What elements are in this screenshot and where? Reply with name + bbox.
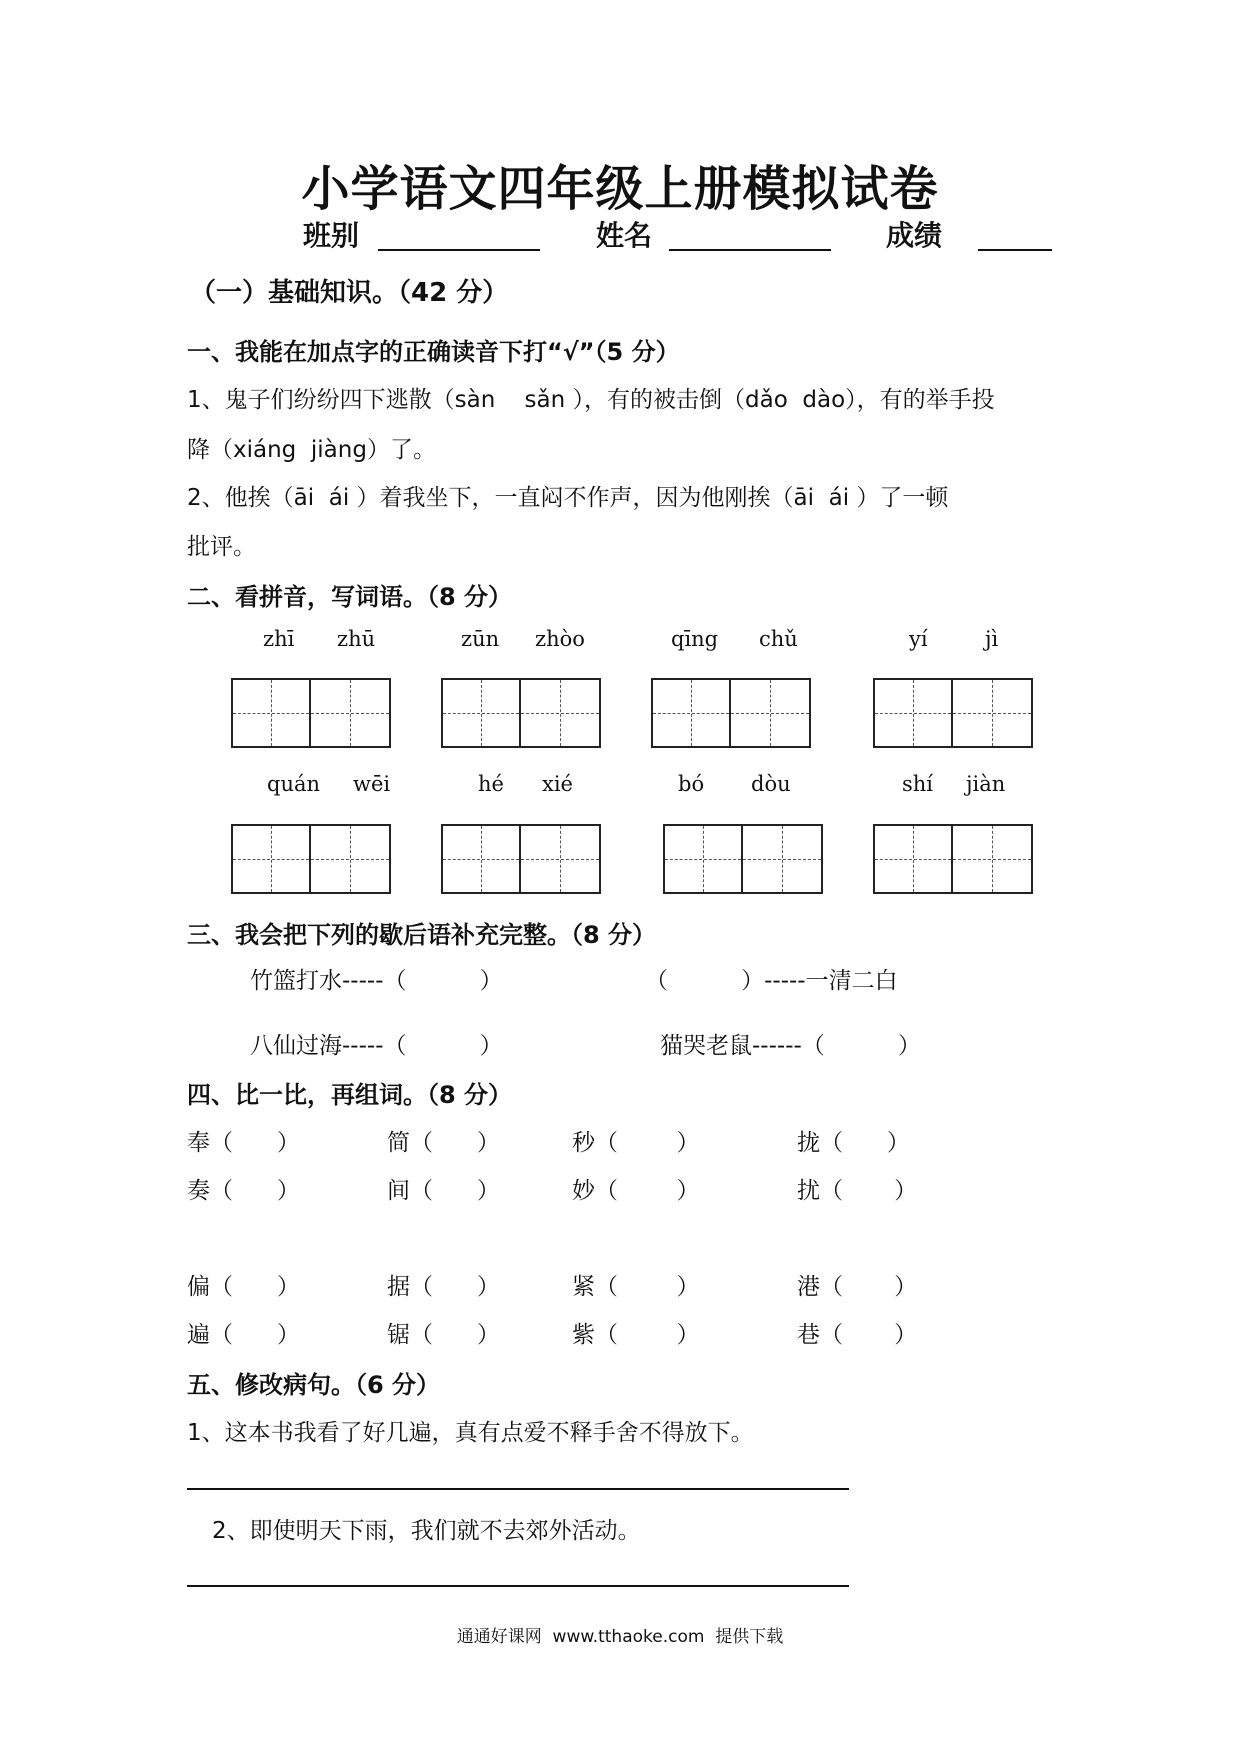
word-item: 据（ ） [387,1274,500,1300]
class-label: 班别 [303,219,360,252]
word-item: 港（ ） [797,1274,918,1300]
idiom-item: （ ）-----一清二白 [645,968,898,994]
pinyin: quán [267,772,321,796]
pinyin: wēi [353,772,391,796]
pinyin: xié [542,772,573,796]
answer-line-2[interactable] [187,1585,849,1587]
q1-line-1: 1、鬼子们纷纷四下逃散（sàn sǎn ），有的被击倒（dǎo dào），有的举手投 [187,387,995,413]
page-title: 小学语文四年级上册模拟试卷 [301,161,939,217]
pinyin: dòu [751,772,791,796]
answer-line-1[interactable] [187,1488,849,1490]
pinyin: zhòo [535,627,585,651]
score-field[interactable] [978,249,1052,251]
pinyin: chǔ [759,627,798,651]
word-item: 紧（ ） [572,1274,700,1300]
idiom-item: 八仙过海-----（ ） [250,1033,503,1059]
q3-heading: 三、我会把下列的歇后语补充完整。（8 分） [187,921,657,949]
writing-grid[interactable] [441,824,601,894]
pinyin: zūn [461,627,500,651]
word-item: 妙（ ） [572,1178,700,1204]
word-item: 锯（ ） [387,1322,500,1348]
q1-heading: 一、我能在加点字的正确读音下打“√”（5 分） [187,338,680,366]
word-item: 奉（ ） [187,1130,300,1156]
word-item: 扰（ ） [797,1178,918,1204]
idiom-item: 竹篮打水-----（ ） [250,968,503,994]
word-item: 遍（ ） [187,1322,300,1348]
word-item: 紫（ ） [572,1322,700,1348]
idiom-item: 猫哭老鼠------（ ） [660,1033,921,1059]
writing-grid[interactable] [231,678,391,748]
name-field[interactable] [669,249,831,251]
pinyin: qīng [671,627,719,651]
sentence-2: 2、即使明天下雨，我们就不去郊外活动。 [212,1518,641,1544]
part-heading: （一）基础知识。（42 分） [190,278,509,308]
word-item: 巷（ ） [797,1322,918,1348]
pinyin: bó [678,772,705,796]
pinyin: zhū [337,627,376,651]
q1-line-2: 降（xiáng jiàng）了。 [187,437,436,463]
writing-grid[interactable] [873,824,1033,894]
sentence-1: 1、这本书我看了好几遍，真有点爱不释手舍不得放下。 [187,1420,754,1446]
writing-grid[interactable] [873,678,1033,748]
word-item: 秒（ ） [572,1130,700,1156]
class-field[interactable] [378,249,540,251]
writing-grid[interactable] [663,824,823,894]
pinyin: jì [985,627,999,651]
writing-grid[interactable] [441,678,601,748]
writing-grid[interactable] [231,824,391,894]
q2-heading: 二、看拼音，写词语。（8 分） [187,583,513,611]
word-item: 奏（ ） [187,1178,300,1204]
footer-text: 通通好课网 www.tthaoke.com 提供下载 [456,1627,784,1647]
word-item: 简（ ） [387,1130,500,1156]
pinyin: zhī [263,627,295,651]
name-label: 姓名 [596,219,653,252]
pinyin: jiàn [966,772,1006,796]
q5-heading: 五、修改病句。（6 分） [187,1371,441,1399]
word-item: 间（ ） [387,1178,500,1204]
pinyin: yí [909,627,928,651]
word-item: 拢（ ） [797,1130,910,1156]
pinyin: hé [478,772,504,796]
writing-grid[interactable] [651,678,811,748]
q1-line-4: 批评。 [187,534,256,560]
q4-heading: 四、比一比，再组词。（8 分） [187,1081,513,1109]
q1-line-3: 2、他挨（āi ái ）着我坐下，一直闷不作声，因为他刚挨（āi ái ）了一顿 [187,485,949,511]
pinyin: shí [902,772,934,796]
word-item: 偏（ ） [187,1274,300,1300]
score-label: 成绩 [886,219,943,252]
